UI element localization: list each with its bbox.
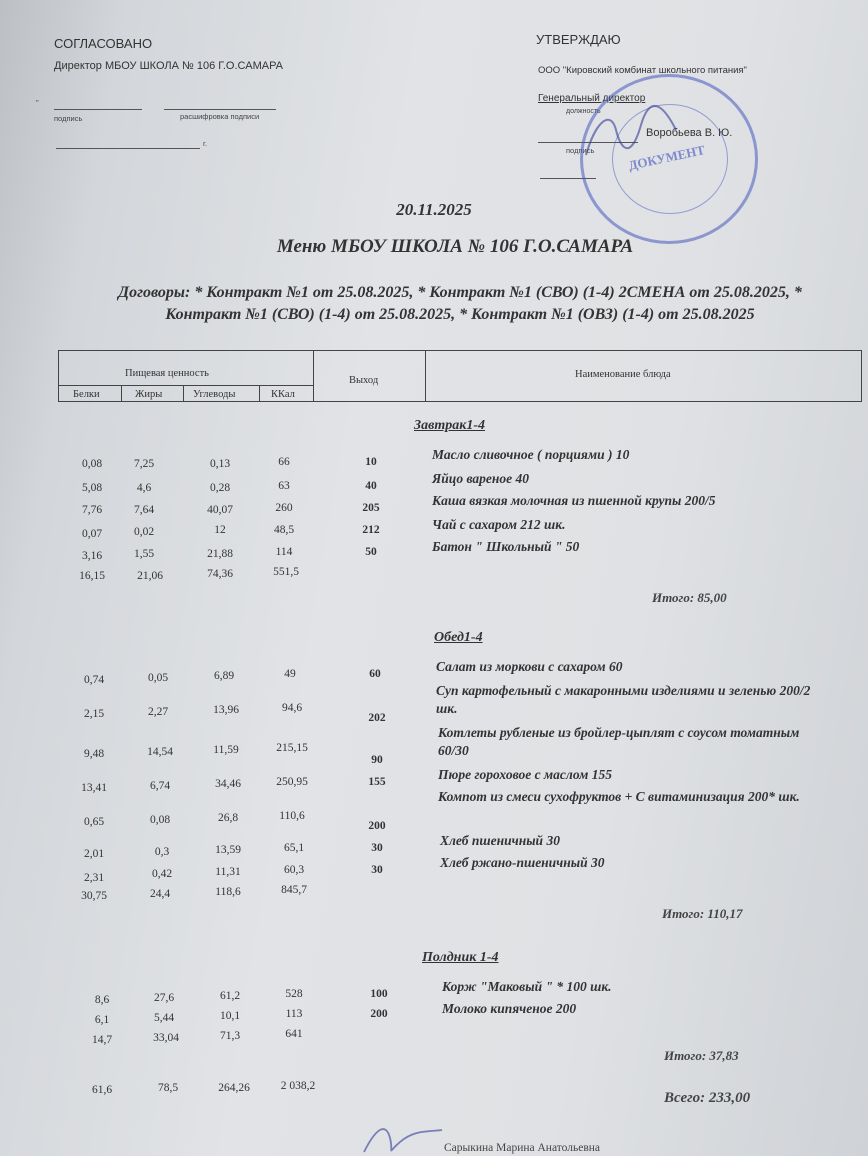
carbs-sum: 74,36: [207, 568, 233, 580]
fat-value: 1,55: [133, 548, 155, 560]
carbs-value: 34,46: [215, 778, 241, 790]
carbs-value: 13,59: [215, 844, 241, 856]
kcal-value: 260: [275, 502, 293, 514]
carbs-value: 0,28: [209, 482, 231, 494]
fat-value: 0,05: [147, 672, 169, 684]
header-col-line: [425, 351, 426, 401]
fat-value: 27,6: [153, 992, 175, 1004]
protein-value: 7,76: [81, 504, 103, 516]
dish-name: Котлеты рубленые из бройлер-цыплят с соусом томатным 60/30: [438, 725, 800, 758]
carbs-value: 12: [214, 524, 226, 536]
protein-value: 9,48: [83, 748, 105, 760]
decode-label: расшифровка подписи: [180, 112, 260, 121]
dish-name: Яйцо вареное 40: [432, 471, 529, 486]
decode-line: [164, 109, 276, 110]
header-divider: [59, 385, 313, 386]
output-value: 212: [362, 524, 380, 536]
fat-value: 4,6: [136, 482, 152, 494]
grand-carbs: 264,26: [218, 1082, 250, 1094]
kcal-sum: 641: [285, 1028, 303, 1040]
fat-value: 14,54: [147, 746, 173, 758]
dish-name: Каша вязкая молочная из пшенной крупы 200/5: [432, 493, 716, 508]
output-value: 202: [368, 712, 386, 724]
signer-name: Сарыкина Марина Анатольевна: [444, 1142, 601, 1154]
quote-mark: ": [36, 98, 39, 107]
carbs-value: 61,2: [219, 990, 241, 1002]
date-line: [56, 148, 200, 149]
year-suffix: г.: [203, 139, 207, 148]
section-total: Итого: 110,17: [662, 906, 743, 921]
dish-name: Компот из смеси сухофруктов + С витаминизация 200* шк.: [438, 789, 800, 804]
protein-value: 13,41: [81, 782, 107, 794]
output-value: 205: [362, 502, 380, 514]
protein-value: 2,01: [83, 848, 105, 860]
stamp-text: ДОКУМЕНТ: [627, 142, 707, 173]
header-col-line: [313, 351, 314, 401]
section-total: Итого: 85,00: [652, 590, 727, 605]
protein-value: 0,65: [83, 816, 105, 828]
fat-sum: 33,04: [153, 1032, 179, 1044]
fat-sum: 24,4: [149, 888, 171, 900]
section-lunch: Обед1-4: [434, 630, 483, 645]
bottom-signature: [356, 1118, 446, 1156]
output-value: 30: [371, 842, 383, 854]
protein-value: 2,15: [83, 708, 105, 720]
carbs-value: 13,96: [213, 704, 239, 716]
fat-value: 0,08: [149, 814, 171, 826]
carbs-sum: 71,3: [219, 1030, 241, 1042]
menu-date: 20.11.2025: [396, 200, 472, 219]
dish-name: Хлеб пшеничный 30: [440, 833, 560, 848]
kcal-value: 60,3: [283, 864, 305, 876]
contracts: Договоры: * Контракт №1 от 25.08.2025, * Контракт №1 (СВО) (1-4) 2СМЕНА от 25.08.2025, * Контракт №1 (СВО) (1-4) от 25.08.2025, * Контракт №1 (ОВЗ) (1-4) от 25.08.2025: [118, 284, 802, 323]
output-value: 100: [370, 988, 388, 1000]
kcal-value: 49: [284, 668, 296, 680]
kcal-value: 65,1: [283, 842, 305, 854]
protein-value: 0,08: [81, 458, 103, 470]
protein-value: 0,07: [81, 528, 103, 540]
dish-name: Корж "Маковый " * 100 шк.: [442, 979, 612, 994]
dish-name: Пюре гороховое с маслом 155: [438, 767, 612, 782]
output-header: Выход: [349, 375, 379, 386]
carbs-header: Углеводы: [193, 389, 236, 400]
signature-mark: [576, 100, 686, 170]
fat-value: 5,44: [153, 1012, 175, 1024]
header-col-line: [183, 385, 184, 401]
kcal-header: ККал: [271, 389, 295, 400]
carbs-value: 0,13: [209, 458, 231, 470]
kcal-value: 113: [285, 1008, 303, 1020]
nutrition-header: Пищевая ценность: [125, 368, 209, 379]
fat-value: 0,42: [151, 868, 173, 880]
protein-value: 6,1: [94, 1014, 110, 1026]
dish-name: Салат из моркови с сахаром 60: [436, 659, 623, 674]
section-breakfast: Завтрак1-4: [414, 418, 486, 433]
output-value: 30: [371, 864, 383, 876]
output-value: 200: [370, 1008, 388, 1020]
grand-fat: 78,5: [157, 1082, 179, 1094]
output-value: 200: [368, 820, 386, 832]
protein-value: 2,31: [83, 872, 105, 884]
kcal-value: 66: [278, 456, 290, 468]
approve-label: УТВЕРЖДАЮ: [536, 32, 621, 47]
position: Генеральный директор: [538, 93, 646, 104]
kcal-value: 110,6: [279, 810, 305, 822]
kcal-value: 63: [278, 480, 290, 492]
kcal-sum: 551,5: [273, 566, 299, 578]
right-sign-label: подпись: [566, 146, 595, 155]
director-line: Директор МБОУ ШКОЛА № 106 Г.О.САМАРА: [54, 60, 284, 72]
sign-line: [54, 109, 142, 110]
output-value: 155: [368, 776, 386, 788]
fat-value: 0,02: [133, 526, 155, 538]
fat-header: Жиры: [135, 389, 163, 400]
kcal-value: 215,15: [276, 742, 308, 754]
carbs-sum: 118,6: [215, 886, 241, 898]
carbs-value: 11,59: [213, 744, 239, 756]
section-total: Итого: 37,83: [664, 1048, 739, 1063]
kcal-sum: 845,7: [281, 884, 307, 896]
table-header: [58, 350, 862, 402]
kcal-value: 48,5: [273, 524, 295, 536]
approver-name: Воробьева В. Ю.: [646, 127, 733, 139]
fat-value: 7,25: [133, 458, 155, 470]
dish-name: Батон " Школьный " 50: [432, 539, 580, 554]
dish-name: Молоко кипяченое 200: [442, 1001, 577, 1016]
dish-name: Суп картофельный с макаронными изделиями и зеленью 200/2 шк.: [436, 683, 811, 716]
fat-value: 0,3: [154, 846, 170, 858]
organization: ООО "Кировский комбинат школьного питания": [538, 65, 747, 76]
fat-value: 6,74: [149, 780, 171, 792]
header-col-line: [121, 385, 122, 401]
kcal-value: 250,95: [276, 776, 308, 788]
fat-value: 7,64: [133, 504, 155, 516]
protein-sum: 14,7: [91, 1034, 113, 1046]
kcal-value: 114: [275, 546, 293, 558]
output-value: 90: [371, 754, 383, 766]
approved-label: СОГЛАСОВАНО: [54, 36, 153, 51]
carbs-value: 6,89: [213, 670, 235, 682]
fat-sum: 21,06: [137, 570, 163, 582]
carbs-value: 40,07: [207, 504, 233, 516]
kcal-value: 528: [285, 988, 303, 1000]
kcal-value: 94,6: [281, 702, 303, 714]
dish-name: Масло сливочное ( порциями ) 10: [432, 447, 630, 462]
carbs-value: 10,1: [219, 1010, 241, 1022]
carbs-value: 26,8: [217, 812, 239, 824]
protein-value: 5,08: [81, 482, 103, 494]
section-snack: Полдник 1-4: [422, 950, 499, 965]
carbs-value: 11,31: [215, 866, 241, 878]
output-value: 10: [365, 456, 377, 468]
dish-name: Чай с сахаром 212 шк.: [432, 517, 566, 532]
grand-total: Всего: 233,00: [664, 1090, 751, 1106]
grand-kcal: 2 038,2: [280, 1080, 316, 1092]
protein-value: 3,16: [81, 550, 103, 562]
carbs-value: 21,88: [207, 548, 233, 560]
sign-label: подпись: [54, 114, 83, 123]
output-value: 50: [365, 546, 377, 558]
protein-value: 0,74: [83, 674, 105, 686]
dish-name: Хлеб ржано-пшеничный 30: [440, 855, 605, 870]
protein-value: 8,6: [94, 994, 110, 1006]
dish-header: Наименование блюда: [575, 369, 671, 380]
output-value: 60: [369, 668, 381, 680]
page-title: Меню МБОУ ШКОЛА № 106 Г.О.САМАРА: [276, 236, 634, 257]
protein-header: Белки: [73, 389, 100, 400]
fat-value: 2,27: [147, 706, 169, 718]
position-label: должность: [566, 108, 601, 115]
protein-sum: 30,75: [81, 890, 107, 902]
protein-sum: 16,15: [79, 570, 105, 582]
output-value: 40: [365, 480, 377, 492]
header-col-line: [259, 385, 260, 401]
grand-protein: 61,6: [91, 1084, 113, 1096]
